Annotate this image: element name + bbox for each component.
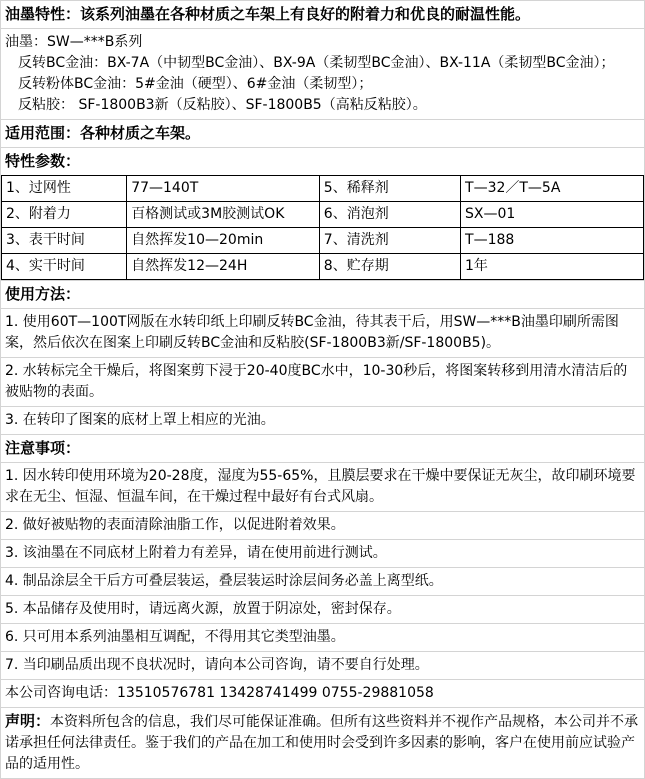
disclaimer-text: 本资料所包含的信息，我们尽可能保证准确。但所有这些资料并不视作产品规格，本公司并不承诺承担任何法律责任。鉴于我们的产品在加工和使用时会受到许多因素的影响，客户在使用前应试验产品的适用性。 xyxy=(5,714,639,772)
usage-step-3: 3. 在转印了图案的底材上罩上相应的光油。 xyxy=(1,407,644,435)
param-label: 2、附着力 xyxy=(2,202,127,228)
disclaimer xyxy=(1,708,644,778)
param-label: 5、稀释剂 xyxy=(319,176,460,202)
param-value: 自然挥发10—20min xyxy=(127,228,320,254)
param-value: T—32／T—5A xyxy=(461,176,644,202)
param-value: SX—01 xyxy=(461,202,644,228)
disclaimer-label: 声明： xyxy=(5,712,51,730)
param-value: 自然挥发12—24H xyxy=(127,254,320,280)
note-item-2: 2. 做好被贴物的表面清除油脂工作，以促进附着效果。 xyxy=(1,512,644,540)
usage-step-2: 2. 水转标完全干燥后，将图案剪下浸于20-40度BC水中，10-30秒后，将图案转移到用清水清洁后的被贴物的表面。 xyxy=(1,358,644,407)
param-label: 8、贮存期 xyxy=(319,254,460,280)
ink-features-text: 油墨特性：该系列油墨在各种材质之车架上有良好的附着力和优良的耐温性能。 xyxy=(5,5,531,23)
param-value: T—188 xyxy=(461,228,644,254)
param-value: 百格测试或3M胶测试OK xyxy=(127,202,320,228)
section-scope xyxy=(1,120,644,148)
parameters-title: 特性参数： xyxy=(5,152,81,170)
table-row xyxy=(2,228,644,254)
contact-phone-line: 本公司咨询电话：13510576781 13428741499 0755-29881058 xyxy=(1,680,644,708)
table-row xyxy=(2,202,644,228)
table-row xyxy=(2,176,644,202)
usage-title: 使用方法： xyxy=(1,281,644,309)
section-ink-series xyxy=(1,29,644,120)
notes-title: 注意事项： xyxy=(1,435,644,463)
param-label: 4、实干时间 xyxy=(2,254,127,280)
ink-series-item-bc-gold: 反转BC金油：BX-7A（中韧型BC金油）、BX-9A（柔韧型BC金油）、BX-11A（柔韧型BC金油）； xyxy=(18,55,615,71)
note-item-5: 5. 本品储存及使用时，请远离火源，放置于阴凉处，密封保存。 xyxy=(1,596,644,624)
table-row xyxy=(2,254,644,280)
parameters-table xyxy=(1,175,644,280)
note-item-7: 7. 当印刷品质出现不良状况时，请向本公司咨询，请不要自行处理。 xyxy=(1,652,644,680)
note-item-3: 3. 该油墨在不同底材上附着力有差异，请在使用前进行测试。 xyxy=(1,540,644,568)
param-label: 7、清洗剂 xyxy=(319,228,460,254)
note-item-1: 1. 因水转印使用环境为20-28度，湿度为55-65%，且膜层要求在干燥中要保证无灰尘，故印刷环境要求在无尘、恒湿、恒温车间，在干燥过程中最好有台式风扇。 xyxy=(1,463,644,512)
section-parameters xyxy=(1,148,644,281)
section-ink-features-title xyxy=(1,1,644,29)
note-item-4: 4. 制品涂层全干后方可叠层装运，叠层装运时涂层间务必盖上离型纸。 xyxy=(1,568,644,596)
scope-text: 适用范围：各种材质之车架。 xyxy=(5,124,201,142)
ink-series-line: 油墨：SW—***B系列 xyxy=(5,34,143,50)
param-label: 3、表干时间 xyxy=(2,228,127,254)
note-item-6: 6. 只可用本系列油墨相互调配，不得用其它类型油墨。 xyxy=(1,624,644,652)
ink-series-item-powder-bc-gold: 反转粉体BC金油：5#金油（硬型）、6#金油（柔韧型）； xyxy=(18,76,373,92)
param-value: 77—140T xyxy=(127,176,320,202)
usage-step-1: 1. 使用60T—100T网版在水转印纸上印刷反转BC金油，待其表干后，用SW—***B油墨印刷所需图案，然后依次在图案上印刷反转BC金油和反粘胶(SF-1800B3新/SF-1800B5)。 xyxy=(1,309,644,358)
param-label: 6、消泡剂 xyxy=(319,202,460,228)
ink-series-item-adhesive: 反粘胶： SF-1800B3新（反粘胶）、SF-1800B5（高粘反粘胶）。 xyxy=(18,97,427,113)
param-value: 1年 xyxy=(461,254,644,280)
param-label: 1、过网性 xyxy=(2,176,127,202)
